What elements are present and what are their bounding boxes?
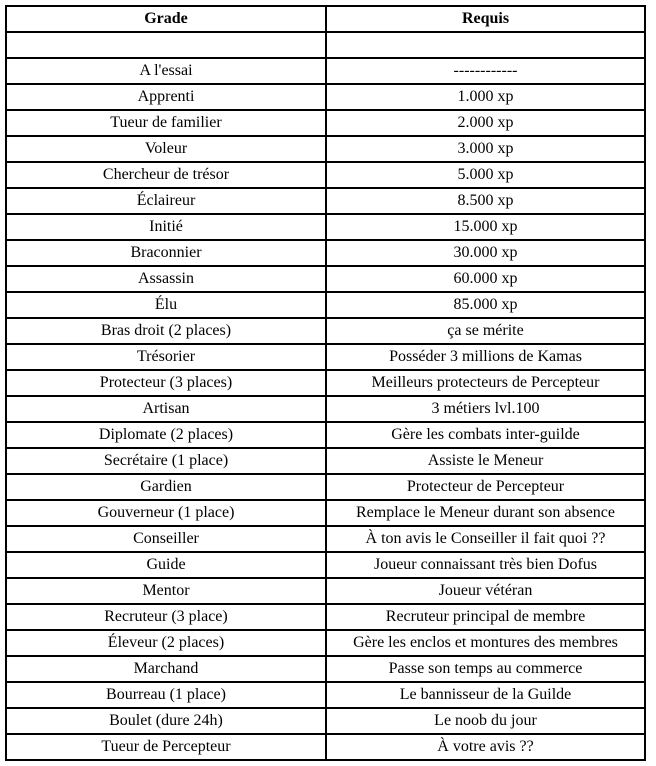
table-row [6,448,645,474]
grade-cell: Éclaireur [6,188,326,214]
requis-cell: 5.000 xp [326,162,645,188]
grade-cell: Artisan [6,396,326,422]
requis-cell: Le noob du jour [326,708,645,734]
table-row [6,318,645,344]
grade-cell: Guide [6,552,326,578]
grade-cell: Boulet (dure 24h) [6,708,326,734]
requis-cell: Assiste le Meneur [326,448,645,474]
table-row [6,604,645,630]
guild-rank-table [5,5,646,761]
requis-cell: ça se mérite [326,318,645,344]
table-row [6,396,645,422]
requis-cell: Passe son temps au commerce [326,656,645,682]
grade-cell: Protecteur (3 places) [6,370,326,396]
requis-cell: 3.000 xp [326,136,645,162]
requis-cell: Gère les combats inter-guilde [326,422,645,448]
requis-cell: ------------ [326,58,645,84]
table-row [6,188,645,214]
grade-cell: Diplomate (2 places) [6,422,326,448]
table-row [6,344,645,370]
table-row [6,58,645,84]
grade-cell: Braconnier [6,240,326,266]
grade-cell: Initié [6,214,326,240]
requis-cell: Le bannisseur de la Guilde [326,682,645,708]
grade-cell: Chercheur de trésor [6,162,326,188]
requis-cell: 3 métiers lvl.100 [326,396,645,422]
table-row [6,136,645,162]
grade-cell: Mentor [6,578,326,604]
requis-cell: 60.000 xp [326,266,645,292]
grade-cell: Voleur [6,136,326,162]
column-header-requis: Requis [326,6,645,32]
requis-cell: 15.000 xp [326,214,645,240]
requis-cell: Gère les enclos et montures des membres [326,630,645,656]
table-row [6,552,645,578]
table-row [6,84,645,110]
table-row [6,110,645,136]
table-row [6,214,645,240]
grade-cell: Recruteur (3 place) [6,604,326,630]
requis-cell: Remplace le Meneur durant son absence [326,500,645,526]
requis-cell: 1.000 xp [326,84,645,110]
grade-cell: Élu [6,292,326,318]
table-row [6,578,645,604]
requis-cell: 30.000 xp [326,240,645,266]
grade-cell: Bourreau (1 place) [6,682,326,708]
requis-cell: 8.500 xp [326,188,645,214]
table-row [6,526,645,552]
table-row [6,734,645,760]
table-row [6,266,645,292]
grade-cell: Bras droit (2 places) [6,318,326,344]
table-row [6,370,645,396]
grade-cell: A l'essai [6,58,326,84]
grade-cell: Tueur de Percepteur [6,734,326,760]
requis-cell: Joueur connaissant très bien Dofus [326,552,645,578]
requis-cell: 2.000 xp [326,110,645,136]
requis-cell: Recruteur principal de membre [326,604,645,630]
grade-cell: Tueur de familier [6,110,326,136]
grade-cell: Conseiller [6,526,326,552]
table-row [6,656,645,682]
grade-cell: Éleveur (2 places) [6,630,326,656]
table-row [6,682,645,708]
grade-cell: Gouverneur (1 place) [6,500,326,526]
table-row [6,292,645,318]
table-row [6,162,645,188]
requis-cell: Posséder 3 millions de Kamas [326,344,645,370]
table-row [6,708,645,734]
grade-cell: Apprenti [6,84,326,110]
requis-cell: À votre avis ?? [326,734,645,760]
table-row [6,630,645,656]
grade-cell: Secrétaire (1 place) [6,448,326,474]
requis-cell: 85.000 xp [326,292,645,318]
table-row [6,32,645,58]
grade-cell: Trésorier [6,344,326,370]
table-header-row [6,6,645,32]
grade-cell: Gardien [6,474,326,500]
table-row [6,422,645,448]
requis-cell: Joueur vétéran [326,578,645,604]
table-body [6,32,645,760]
grade-cell: Assassin [6,266,326,292]
requis-cell: Protecteur de Percepteur [326,474,645,500]
requis-cell [326,32,645,58]
table-row [6,240,645,266]
requis-cell: Meilleurs protecteurs de Percepteur [326,370,645,396]
grade-cell: Marchand [6,656,326,682]
column-header-grade: Grade [6,6,326,32]
requis-cell: À ton avis le Conseiller il fait quoi ?? [326,526,645,552]
grade-cell [6,32,326,58]
table-row [6,500,645,526]
table-row [6,474,645,500]
